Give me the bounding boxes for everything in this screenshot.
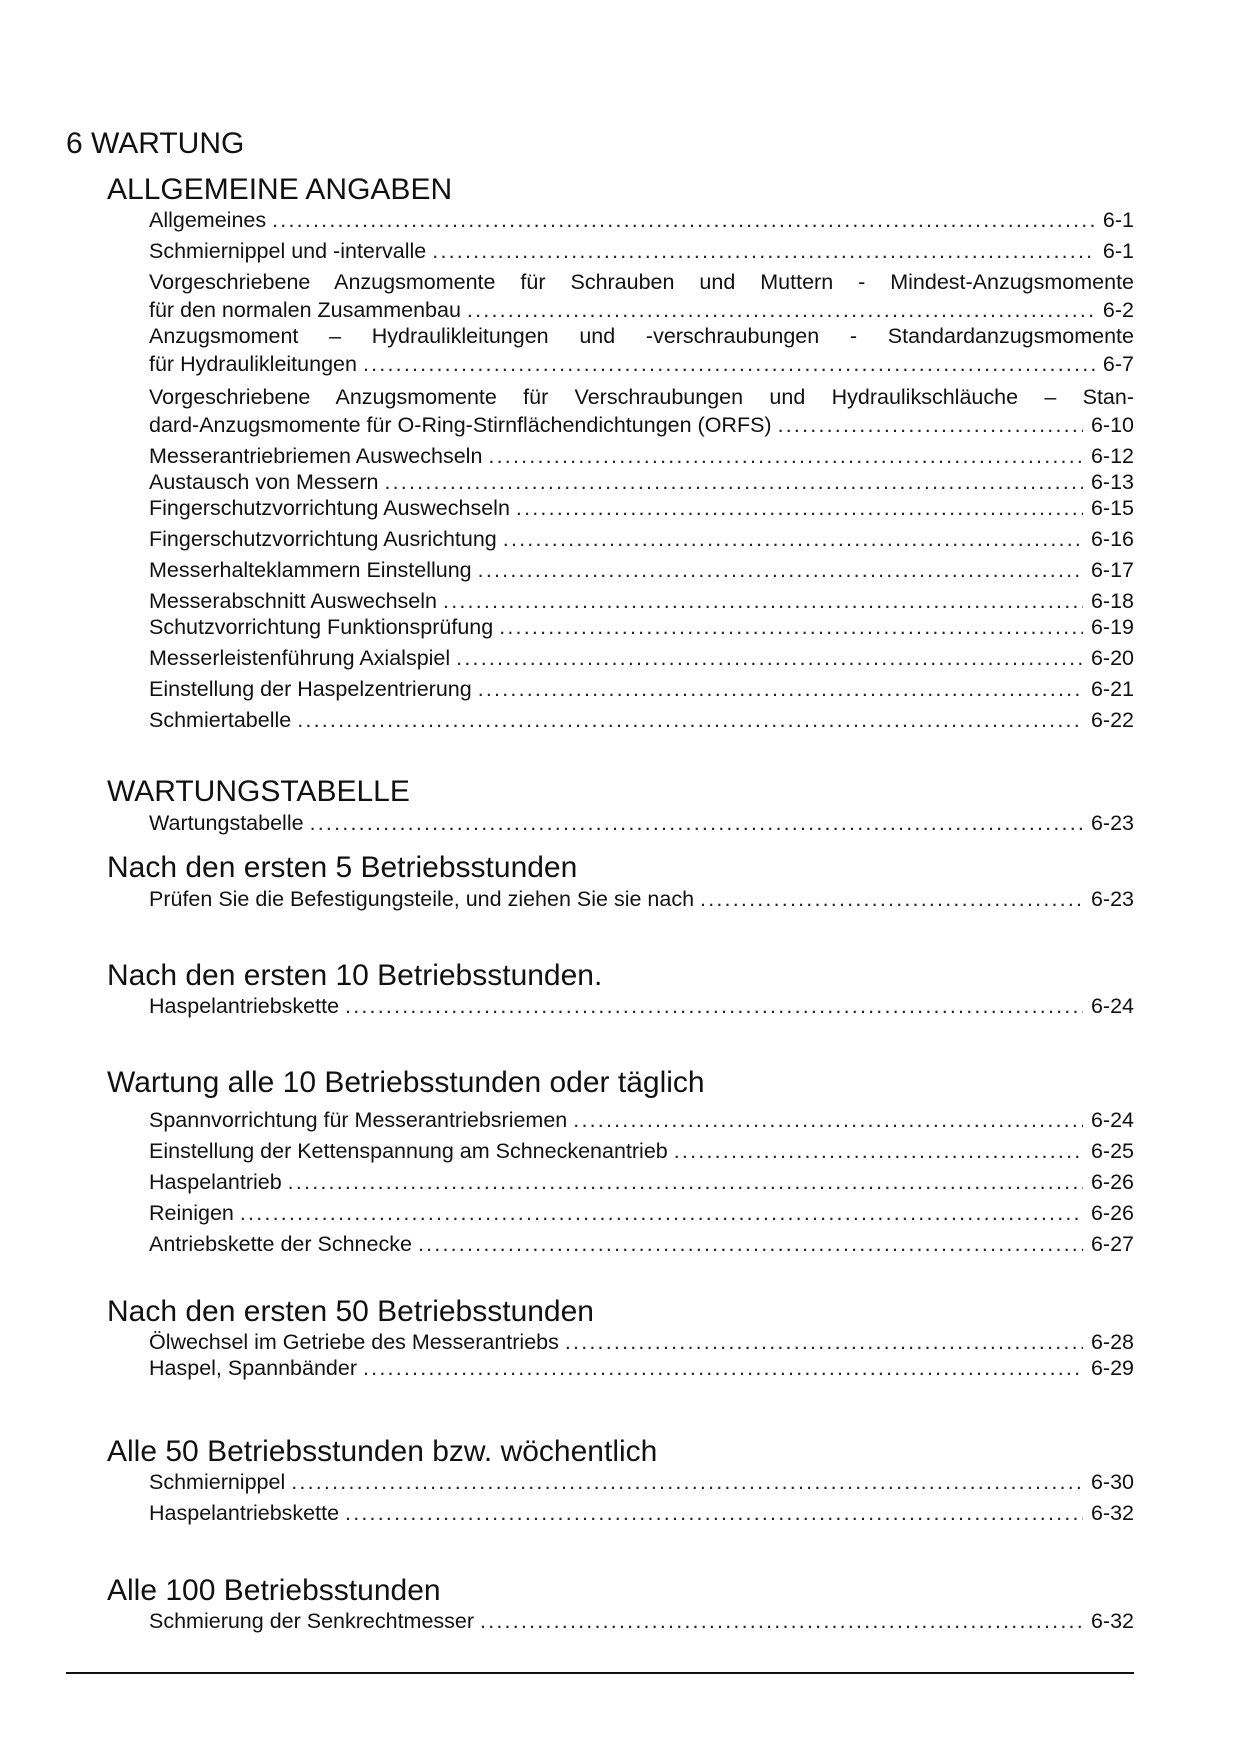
leader-dots xyxy=(565,1328,1083,1356)
toc-entry[interactable] xyxy=(149,1106,1134,1134)
toc-entry-text: Haspelantriebskette xyxy=(149,994,340,1018)
toc-entry[interactable] xyxy=(149,1499,1134,1527)
toc-entry-text: Messerantriebriemen Auswechseln xyxy=(149,444,483,468)
toc-entry-text: Schutzvorrichtung Funktionsprüfung xyxy=(149,615,494,639)
toc-entry-page: 6-10 xyxy=(1090,413,1134,437)
toc-entry-page: 6-13 xyxy=(1090,470,1134,494)
toc-entry[interactable] xyxy=(149,206,1134,234)
toc-entry-text: Haspel, Spannbänder xyxy=(149,1356,357,1380)
toc-entry-page: 6-17 xyxy=(1090,558,1134,582)
toc-entry-page: 6-32 xyxy=(1090,1609,1134,1633)
leader-dots xyxy=(573,1106,1083,1134)
leader-dots xyxy=(310,809,1083,837)
leader-dots xyxy=(778,411,1083,439)
toc-entry-page: 6-24 xyxy=(1090,1108,1134,1132)
toc-entry[interactable] xyxy=(149,1230,1134,1258)
toc-entry-text: Schmiertabelle xyxy=(149,708,292,732)
toc-entry-text: Schmiernippel und -intervalle xyxy=(149,239,427,263)
section-title: Alle 50 Betriebsstunden bzw. wöchentlich xyxy=(107,1435,658,1468)
toc-entry-text-line1: Vorgeschriebene Anzugsmomente für Verschraubungen und Hydraulikschläuche – Stan- xyxy=(149,385,1134,409)
toc-entry-page: 6-24 xyxy=(1090,994,1134,1018)
toc-entry[interactable] xyxy=(149,268,1134,324)
toc-entry-text: Schmiernippel xyxy=(149,1470,286,1494)
toc-entry-page: 6-26 xyxy=(1090,1201,1134,1225)
toc-entry-page: 6-23 xyxy=(1090,811,1134,835)
leader-dots xyxy=(297,706,1083,734)
leader-dots xyxy=(384,468,1083,496)
toc-entry-page: 6-29 xyxy=(1090,1356,1134,1380)
toc-entry-text: Reinigen xyxy=(149,1201,234,1225)
toc-entry-page: 6-12 xyxy=(1090,444,1134,468)
toc-entry-text: Fingerschutzvorrichtung Auswechseln xyxy=(149,496,510,520)
leader-dots xyxy=(503,525,1083,553)
toc-entry-page: 6-23 xyxy=(1090,887,1134,911)
leader-dots xyxy=(432,237,1095,265)
toc-entry[interactable] xyxy=(149,1354,1134,1382)
section-title: Nach den ersten 50 Betriebsstunden xyxy=(107,1295,594,1328)
section-title: Alle 100 Betriebsstunden xyxy=(107,1574,441,1607)
toc-entry-text-line1: Anzugsmoment – Hydraulikleitungen und -verschraubungen - Standardanzugsmomente xyxy=(149,324,1134,348)
leader-dots xyxy=(272,206,1095,234)
toc-entry-text: dard-Anzugsmomente für O-Ring-Stirnflächendichtungen (ORFS) xyxy=(149,413,772,437)
toc-entry[interactable] xyxy=(149,644,1134,672)
section-title: Nach den ersten 10 Betriebsstunden. xyxy=(107,959,603,992)
toc-entry-page: 6-2 xyxy=(1102,298,1134,322)
toc-entry-text: Haspelantriebskette xyxy=(149,1501,340,1525)
toc-entry-page: 6-25 xyxy=(1090,1139,1134,1163)
footer-rule xyxy=(66,1672,1134,1674)
toc-entry-page: 6-28 xyxy=(1090,1330,1134,1354)
leader-dots xyxy=(443,587,1083,615)
toc-entry-page: 6-15 xyxy=(1090,496,1134,520)
leader-dots xyxy=(499,613,1083,641)
toc-entry[interactable] xyxy=(149,494,1134,522)
toc-entry[interactable] xyxy=(149,1468,1134,1496)
toc-entry-page: 6-7 xyxy=(1102,352,1134,376)
leader-dots xyxy=(516,494,1083,522)
toc-entry[interactable] xyxy=(149,706,1134,734)
toc-entry-page: 6-18 xyxy=(1090,589,1134,613)
toc-entry[interactable] xyxy=(149,1168,1134,1196)
toc-entry-page: 6-27 xyxy=(1090,1232,1134,1256)
toc-entry-text-line1: Vorgeschriebene Anzugsmomente für Schrauben und Muttern - Mindest-Anzugsmomente xyxy=(149,270,1134,294)
toc-entry-text: Messerhalteklammern Einstellung xyxy=(149,558,472,582)
toc-entry-text: Einstellung der Kettenspannung am Schneckenantrieb xyxy=(149,1139,668,1163)
toc-entry-text: Messerabschnitt Auswechseln xyxy=(149,589,438,613)
toc-entry[interactable] xyxy=(149,613,1134,641)
toc-entry-text: für den normalen Zusammenbau xyxy=(149,298,461,322)
toc-entry-text: Prüfen Sie die Befestigungsteile, und ziehen Sie sie nach xyxy=(149,887,695,911)
toc-entry-text: Messerleistenführung Axialspiel xyxy=(149,646,451,670)
toc-entry-page: 6-22 xyxy=(1090,708,1134,732)
toc-entry[interactable] xyxy=(149,1199,1134,1227)
toc-entry-text: Austausch von Messern xyxy=(149,470,379,494)
toc-entry-page: 6-19 xyxy=(1090,615,1134,639)
toc-entry-text: Ölwechsel im Getriebe des Messerantriebs xyxy=(149,1330,559,1354)
leader-dots xyxy=(363,1354,1083,1382)
leader-dots xyxy=(345,992,1083,1020)
leader-dots xyxy=(363,350,1095,378)
leader-dots xyxy=(418,1230,1083,1258)
toc-entry[interactable] xyxy=(149,468,1134,496)
chapter-title: 6 WARTUNG xyxy=(66,127,245,160)
toc-entry-text: Fingerschutzvorrichtung Ausrichtung xyxy=(149,527,497,551)
toc-entry-text: Allgemeines xyxy=(149,208,267,232)
toc-entry-page: 6-26 xyxy=(1090,1170,1134,1194)
toc-entry[interactable] xyxy=(149,885,1134,913)
toc-entry[interactable] xyxy=(149,383,1134,439)
toc-entry[interactable] xyxy=(149,1607,1134,1635)
leader-dots xyxy=(488,442,1083,470)
leader-dots xyxy=(467,296,1095,324)
toc-entry[interactable] xyxy=(149,675,1134,703)
section-title: Nach den ersten 5 Betriebsstunden xyxy=(107,851,578,884)
section-title: WARTUNGSTABELLE xyxy=(107,775,410,808)
toc-entry-page: 6-20 xyxy=(1090,646,1134,670)
leader-dots xyxy=(700,885,1083,913)
leader-dots xyxy=(480,1607,1083,1635)
toc-entry[interactable] xyxy=(149,525,1134,553)
toc-entry-page: 6-21 xyxy=(1090,677,1134,701)
leader-dots xyxy=(478,675,1083,703)
toc-entry[interactable] xyxy=(149,1328,1134,1356)
toc-entry-text: Haspelantrieb xyxy=(149,1170,282,1194)
leader-dots xyxy=(288,1168,1083,1196)
toc-entry[interactable] xyxy=(149,992,1134,1020)
leader-dots xyxy=(345,1499,1083,1527)
toc-entry-page: 6-30 xyxy=(1090,1470,1134,1494)
toc-entry[interactable] xyxy=(149,587,1134,615)
toc-entry-text: Einstellung der Haspelzentrierung xyxy=(149,677,472,701)
leader-dots xyxy=(456,644,1083,672)
toc-entry[interactable] xyxy=(149,442,1134,470)
toc-entry[interactable] xyxy=(149,322,1134,378)
leader-dots xyxy=(478,556,1083,584)
toc-entry[interactable] xyxy=(149,809,1134,837)
toc-entry-page: 6-1 xyxy=(1102,208,1134,232)
toc-entry-text: Spannvorrichtung für Messerantriebsriemen xyxy=(149,1108,568,1132)
leader-dots xyxy=(291,1468,1083,1496)
toc-entry-page: 6-1 xyxy=(1102,239,1134,263)
toc-entry[interactable] xyxy=(149,237,1134,265)
toc-entry-text: Schmierung der Senkrechtmesser xyxy=(149,1609,475,1633)
toc-entry[interactable] xyxy=(149,1137,1134,1165)
toc-entry-page: 6-16 xyxy=(1090,527,1134,551)
toc-entry-text: Wartungstabelle xyxy=(149,811,304,835)
toc-entry-text: für Hydraulikleitungen xyxy=(149,352,357,376)
section-title: Wartung alle 10 Betriebsstunden oder täglich xyxy=(107,1066,705,1099)
toc-entry-page: 6-32 xyxy=(1090,1501,1134,1525)
section-title: ALLGEMEINE ANGABEN xyxy=(107,173,453,206)
leader-dots xyxy=(240,1199,1083,1227)
leader-dots xyxy=(674,1137,1083,1165)
toc-entry[interactable] xyxy=(149,556,1134,584)
toc-entry-text: Antriebskette der Schnecke xyxy=(149,1232,412,1256)
